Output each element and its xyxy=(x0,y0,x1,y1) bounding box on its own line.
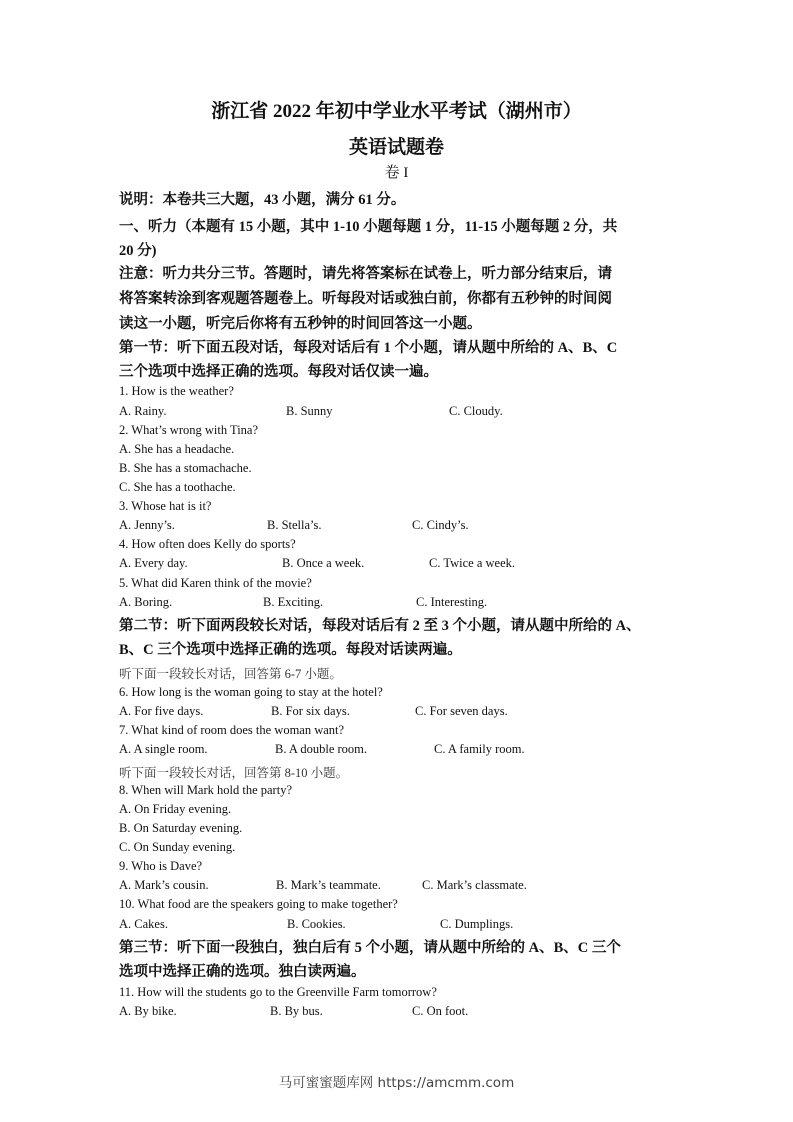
q9-option-a: A. Mark’s cousin. xyxy=(119,878,209,892)
note-text-2: 将答案转涂到客观题答题卷上。听每段对话或独白前，你都有五秒钟的时间阅 xyxy=(119,291,612,307)
q5-option-a: A. Boring. xyxy=(119,595,173,609)
exam-title: 浙江省 2022 年初中学业水平考试（湖州市） xyxy=(211,101,582,122)
q8-option-c: C. On Sunday evening. xyxy=(119,840,236,854)
footer-watermark: 马可蜜蜜题库网 https://amcmm.com xyxy=(278,1075,515,1091)
q2-option-c: C. She has a toothache. xyxy=(119,480,236,494)
q7-option-c: C. A family room. xyxy=(434,742,525,756)
q3-option-a: A. Jenny’s. xyxy=(119,518,175,532)
q11-option-c: C. On foot. xyxy=(412,1004,469,1018)
q1-option-a: A. Rainy. xyxy=(119,404,167,418)
question-9: 9. Who is Dave? xyxy=(119,859,203,873)
section3-heading: 第三节：听下面一段独白，独白后有 5 个小题，请从题中所给的 A、B、C 三个 xyxy=(119,940,621,956)
question-5: 5. What did Karen think of the movie? xyxy=(119,576,312,590)
q7-option-b: B. A double room. xyxy=(275,742,368,756)
q11-option-a: A. By bike. xyxy=(119,1004,177,1018)
question-7: 7. What kind of room does the woman want? xyxy=(119,723,345,737)
question-3: 3. Whose hat is it? xyxy=(119,499,212,513)
question-1: 1. How is the weather? xyxy=(119,384,234,398)
section1-heading: 第一节：听下面五段对话，每段对话后有 1 个小题，请从题中所给的 A、B、C xyxy=(119,340,618,356)
hint-8-10: 听下面一段较长对话，回答第 8-10 小题。 xyxy=(119,766,349,780)
q9-option-c: C. Mark’s classmate. xyxy=(422,878,527,892)
question-11: 11. How will the students go to the Greenville Farm tomorrow? xyxy=(119,985,437,999)
q3-option-b: B. Stella’s. xyxy=(267,518,322,532)
q6-option-c: C. For seven days. xyxy=(415,704,508,718)
section2-heading: 第二节：听下面两段较长对话，每段对话后有 2 至 3 个小题，请从题中所给的 A、 xyxy=(119,618,641,634)
q7-option-a: A. A single room. xyxy=(119,742,208,756)
section3-heading-cont: 选项中选择正确的选项。独白读两遍。 xyxy=(119,964,366,980)
q8-option-a: A. On Friday evening. xyxy=(119,802,232,816)
q9-option-b: B. Mark’s teammate. xyxy=(276,878,381,892)
q6-option-b: B. For six days. xyxy=(271,704,350,718)
section2-heading-cont: B、C 三个选项中选择正确的选项。每段对话读两遍。 xyxy=(119,642,462,658)
q4-option-b: B. Once a week. xyxy=(282,556,365,570)
q1-option-b: B. Sunny xyxy=(286,404,333,418)
part1-heading-cont: 20 分) xyxy=(119,243,157,259)
question-10: 10. What food are the speakers going to make together? xyxy=(119,897,398,911)
q2-option-a: A. She has a headache. xyxy=(119,442,235,456)
part1-heading: 一、听力（本题有 15 小题，其中 1-10 小题每题 1 分，11-15 小题每题 2 分，共 xyxy=(119,219,618,235)
q2-option-b: B. She has a stomachache. xyxy=(119,461,252,475)
q8-option-b: B. On Saturday evening. xyxy=(119,821,243,835)
volume-label: 卷 I xyxy=(384,165,409,181)
note-text-3: 读这一小题，听完后你将有五秒钟的时间回答这一小题。 xyxy=(119,316,482,332)
q10-option-b: B. Cookies. xyxy=(287,917,346,931)
q10-option-a: A. Cakes. xyxy=(119,917,168,931)
section1-heading-cont: 三个选项中选择正确的选项。每段对话仅读一遍。 xyxy=(119,364,438,380)
note-text: 注意：听力共分三节。答题时，请先将答案标在试卷上，听力部分结束后，请 xyxy=(119,266,612,282)
q4-option-a: A. Every day. xyxy=(119,556,188,570)
question-4: 4. How often does Kelly do sports? xyxy=(119,537,296,551)
q3-option-c: C. Cindy’s. xyxy=(412,518,469,532)
summary-text: 说明：本卷共三大题，43 小题，满分 61 分。 xyxy=(119,192,406,208)
question-8: 8. When will Mark hold the party? xyxy=(119,783,292,797)
q1-option-c: C. Cloudy. xyxy=(449,404,503,418)
question-2: 2. What’s wrong with Tina? xyxy=(119,423,259,437)
q6-option-a: A. For five days. xyxy=(119,704,204,718)
exam-subtitle: 英语试题卷 xyxy=(348,137,444,158)
q5-option-b: B. Exciting. xyxy=(263,595,324,609)
question-6: 6. How long is the woman going to stay at the hotel? xyxy=(119,685,383,699)
q5-option-c: C. Interesting. xyxy=(416,595,488,609)
q11-option-b: B. By bus. xyxy=(270,1004,323,1018)
hint-6-7: 听下面一段较长对话，回答第 6-7 小题。 xyxy=(119,667,342,681)
q10-option-c: C. Dumplings. xyxy=(440,917,514,931)
q4-option-c: C. Twice a week. xyxy=(429,556,516,570)
